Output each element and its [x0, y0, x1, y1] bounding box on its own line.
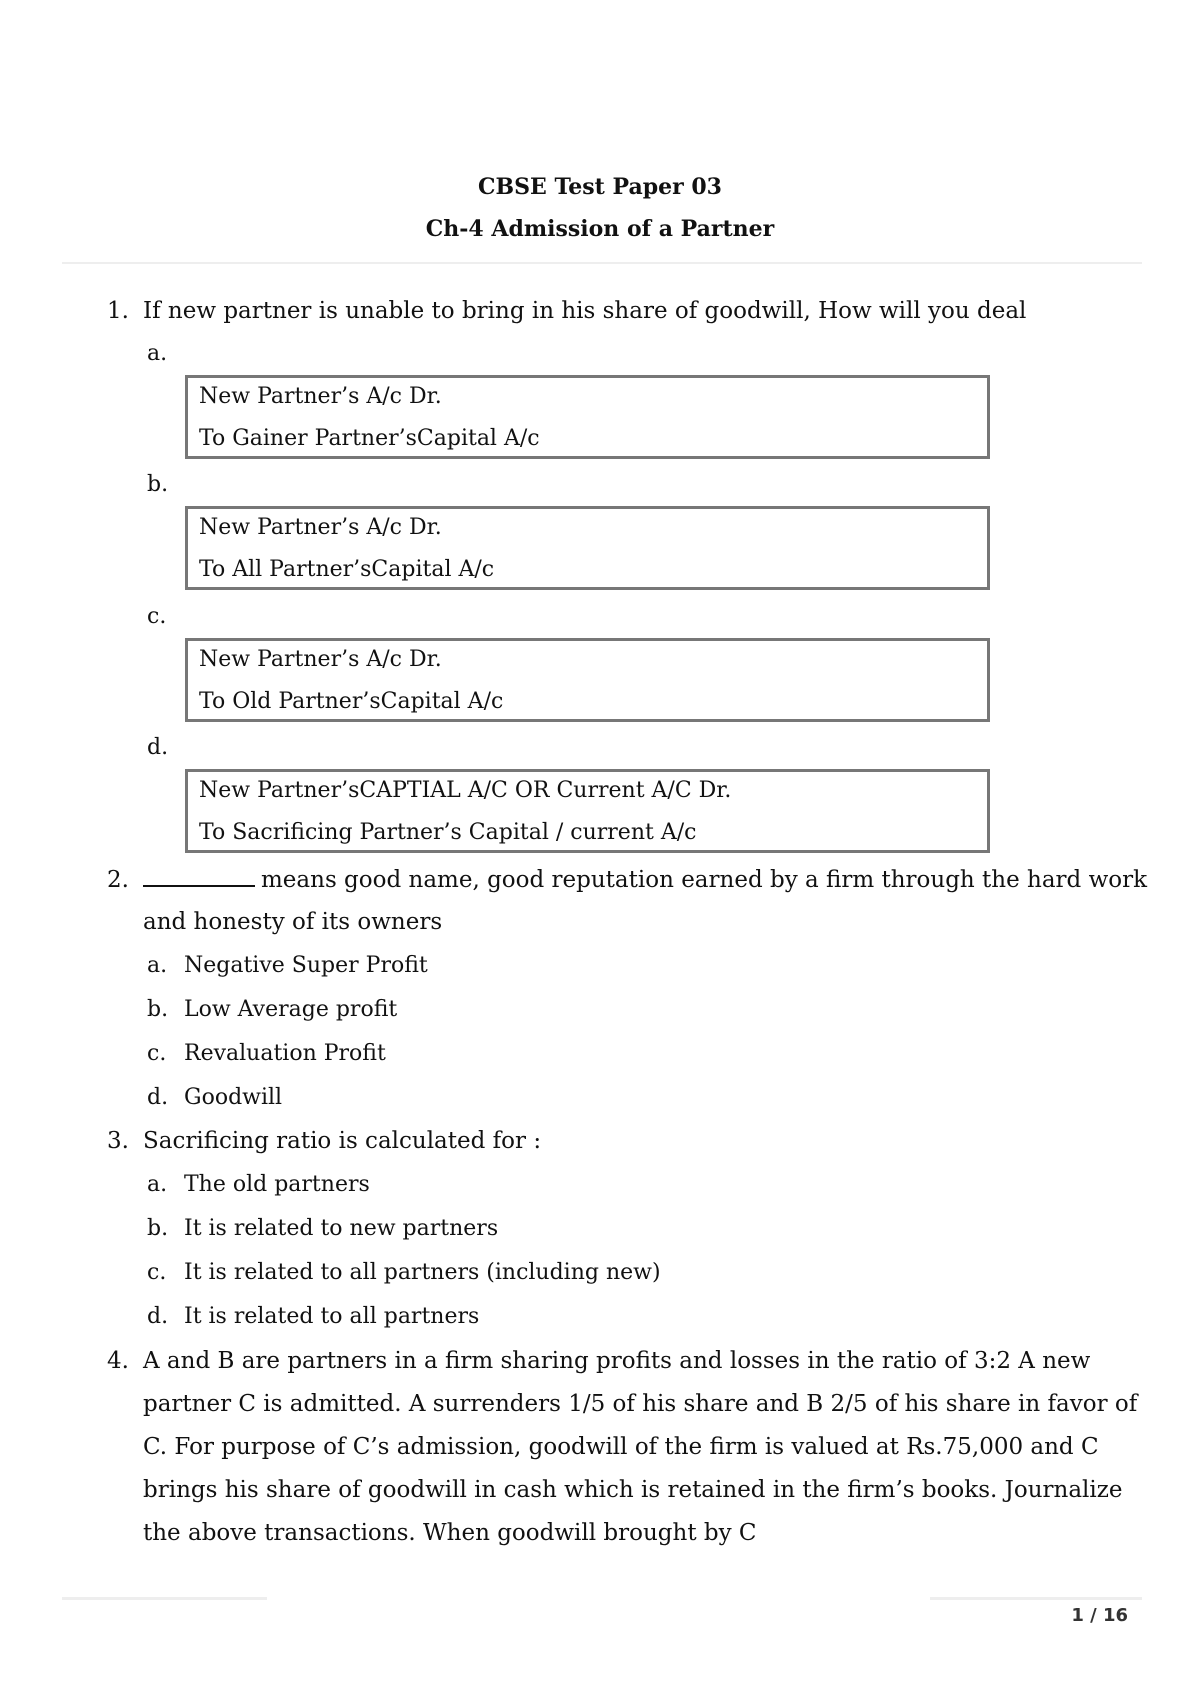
option-text: The old partners [184, 1172, 370, 1197]
option-letter: c. [147, 1260, 167, 1285]
option-text: Negative Super Profit [184, 953, 428, 978]
question-text-line: A and B are partners in a firm sharing profits and losses in the ratio of 3:2 A new [143, 1348, 1091, 1374]
journal-entry-box [185, 506, 990, 590]
journal-debit-line: New Partner’sCAPTIAL A/C OR Current A/C Dr. [199, 778, 732, 803]
option-letter: a. [147, 953, 168, 978]
option-text: It is related to all partners (including new) [184, 1260, 661, 1285]
journal-credit-line: To Gainer Partner’sCapital A/c [199, 426, 540, 451]
question-text-line-2: and honesty of its owners [143, 909, 443, 935]
header-divider [62, 262, 1142, 264]
question-number: 3. [107, 1128, 129, 1154]
question-text: If new partner is unable to bring in his share of goodwill, How will you deal [143, 298, 1027, 324]
question-text-line: brings his share of goodwill in cash which is retained in the firm’s books. Journalize [143, 1477, 1123, 1503]
option-letter: a. [147, 1172, 168, 1197]
fill-in-blank [143, 859, 255, 887]
journal-debit-line: New Partner’s A/c Dr. [199, 384, 442, 409]
question-text: Sacrificing ratio is calculated for : [143, 1128, 542, 1154]
option-letter: d. [147, 1085, 169, 1110]
footer-divider-right [930, 1597, 1142, 1600]
paper-title: CBSE Test Paper 03 [478, 174, 722, 200]
chapter-title: Ch-4 Admission of a Partner [425, 216, 775, 242]
option-letter: b. [147, 997, 169, 1022]
journal-debit-line: New Partner’s A/c Dr. [199, 647, 442, 672]
question-text-line: partner C is admitted. A surrenders 1/5 of his share and B 2/5 of his share in favor of [143, 1391, 1138, 1417]
option-text: It is related to new partners [184, 1216, 499, 1241]
option-letter: d. [147, 735, 169, 760]
option-text: It is related to all partners [184, 1304, 480, 1329]
option-letter: d. [147, 1304, 169, 1329]
option-letter: b. [147, 1216, 169, 1241]
option-text: Goodwill [184, 1085, 283, 1110]
option-letter: a. [147, 341, 168, 366]
journal-credit-line: To All Partner’sCapital A/c [199, 557, 495, 582]
journal-entry-box [185, 769, 990, 853]
journal-debit-line: New Partner’s A/c Dr. [199, 515, 442, 540]
journal-entry-box [185, 638, 990, 722]
question-text-line: C. For purpose of C’s admission, goodwill of the firm is valued at Rs.75,000 and C [143, 1434, 1099, 1460]
option-letter: c. [147, 604, 167, 629]
option-text: Low Average profit [184, 997, 398, 1022]
journal-credit-line: To Sacrificing Partner’s Capital / current A/c [199, 820, 697, 845]
option-text: Revaluation Profit [184, 1041, 386, 1066]
question-text [143, 859, 1148, 901]
option-letter: c. [147, 1041, 167, 1066]
journal-entry-box [185, 375, 990, 459]
option-letter: b. [147, 472, 169, 497]
question-number: 2. [107, 867, 129, 893]
footer-divider-left [62, 1597, 267, 1600]
question-text-line: the above transactions. When goodwill brought by C [143, 1520, 757, 1546]
question-number: 4. [107, 1348, 129, 1374]
page-number: 1 / 16 [1071, 1605, 1128, 1626]
question-text-line-1: means good name, good reputation earned by a firm through the hard work [261, 867, 1148, 893]
question-number: 1. [107, 298, 129, 324]
journal-credit-line: To Old Partner’sCapital A/c [199, 689, 504, 714]
